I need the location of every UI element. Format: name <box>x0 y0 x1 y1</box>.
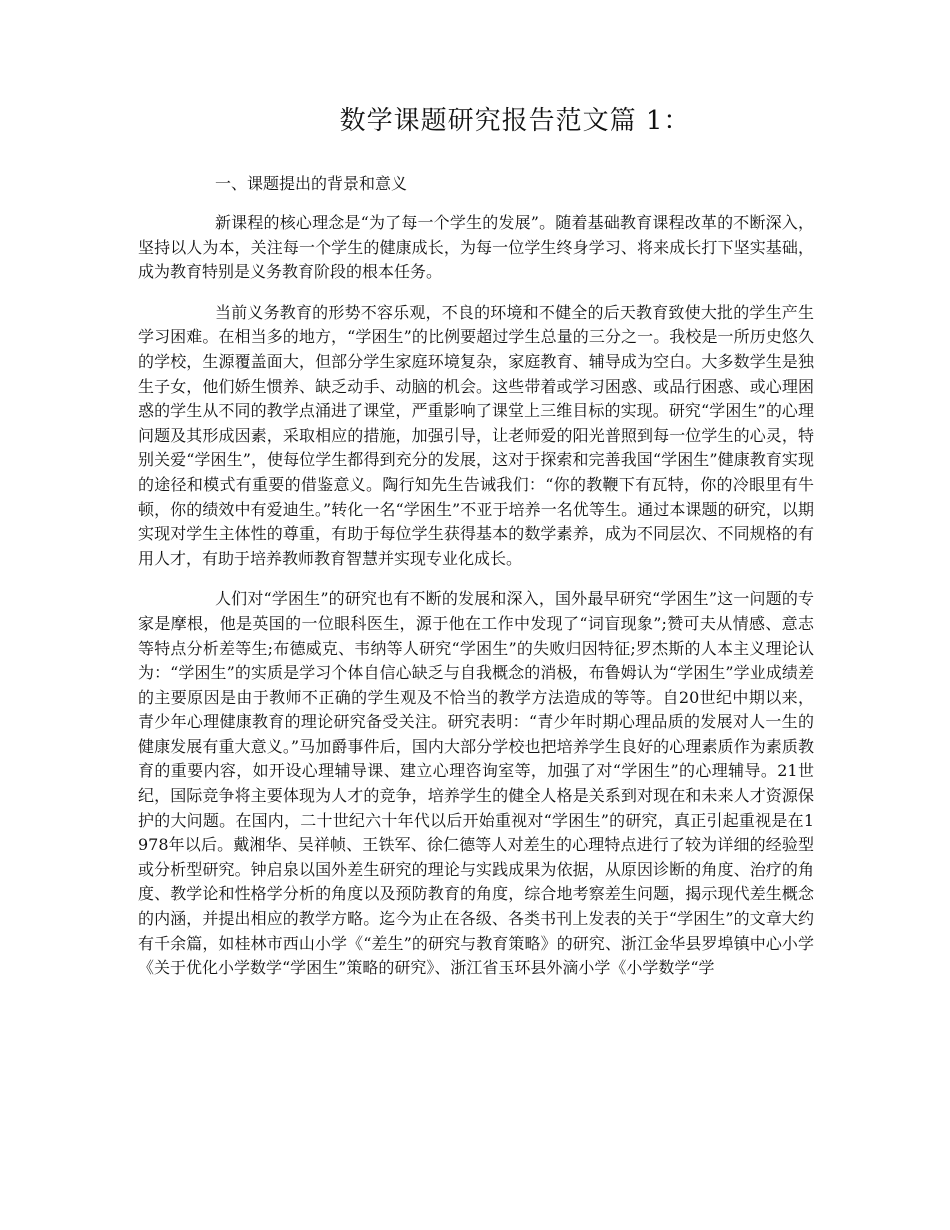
paragraph-1: 新课程的核心理念是“为了每一个学生的发展”。随着基础教育课程改革的不断深入，坚持以人为本，关注每一个学生的健康成长，为每一位学生终身学习、将来成长打下坚实基础，成为教育特别是义务教育阶段的根本任务。 <box>138 213 814 282</box>
document-title: 数学课题研究报告范文篇 1： <box>339 106 691 136</box>
document-body <box>138 211 814 997</box>
paragraph-3: 人们对“学困生”的研究也有不断的发展和深入，国外最早研究“学困生”这一问题的专家是摩根，他是英国的一位眼科医生，源于他在工作中发现了“词盲现象”;赞可夫从情感、意志等特点分析差等生;布德威克、韦纳等人研究“学困生”的失败归因特征;罗杰斯的人本主义理论认为：“学困生”的实质是学习个体自信心缺乏与自我概念的消极，布鲁姆认为“学困生”学业成绩差的主要原因是由于教师不正确的学生观及不恰当的教学方法造成的等等。自20世纪中期以来，青少年心理健康教育的理论研究备受关注。研究表明：“青少年时期心理品质的发展对人一生的健康发展有重大意义。”马加爵事件后，国内大部分学校也把培养学生良好的心理素质作为素质教育的重要内容，如开设心理辅导课、建立心理咨询室等，加强了对“学困生”的心理辅导。21世纪，国际竞争将主要体现为人才的竞争，培养学生的健全人格是关系到对现在和未来人才资源保护的大问题。在国内，二十世纪六十年代以后开始重视对“学困生”的研究，真正引起重视是在1978年以后。戴湘华、吴祥帧、王铁军、徐仁德等人对差生的心理特点进行了较为详细的经验型或分析型研究。钟启泉以国外差生研究的理论与实践成果为依据，从原因诊断的角度、治疗的角度、教学论和性格学分析的角度以及预防教育的角度，综合地考察差生问题，揭示现代差生概念的内涵，并提出相应的教学方略。迄今为止在各级、各类书刊上发表的关于“学困生”的文章大约有千余篇，如桂林市西山小学《“差生”的研究与教育策略》的研究、浙江金华县罗埠镇中心小学《关于优化小学数学“学困生”策略的研究》、浙江省玉环县外滴小学《小学数学“学 <box>138 589 814 978</box>
paragraph-2: 当前义务教育的形势不容乐观，不良的环境和不健全的后天教育致使大批的学生产生学习困难。在相当多的地方，“学困生”的比例要超过学生总量的三分之一。我校是一所历史悠久的学校，生源覆盖面大，但部分学生家庭环境复杂，家庭教育、辅导成为空白。大多数学生是独生子女，他们娇生惯养、缺乏动手、动脑的机会。这些带着或学习困惑、或品行困惑、或心理困惑的学生从不同的教学点涌进了课堂，严重影响了课堂上三维目标的实现。研究“学困生”的心理问题及其形成因素，采取相应的措施，加强引导，让老师爱的阳光普照到每一位学生的心灵，特别关爱“学困生”，使每位学生都得到充分的发展，这对于探索和完善我国“学困生”健康教育实现的途径和模式有重要的借鉴意义。陶行知先生告诫我们：“你的教鞭下有瓦特，你的冷眼里有牛顿，你的绩效中有爱迪生。”转化一名“学困生”不亚于培养一名优等生。通过本课题的研究，以期实现对学生主体性的尊重，有助于每位学生获得基本的数学素养，成为不同层次、不同规格的有用人才，有助于培养教师教育智慧并实现专业化成长。 <box>138 302 814 568</box>
section-heading: 一、课题提出的背景和意义 <box>215 174 408 193</box>
